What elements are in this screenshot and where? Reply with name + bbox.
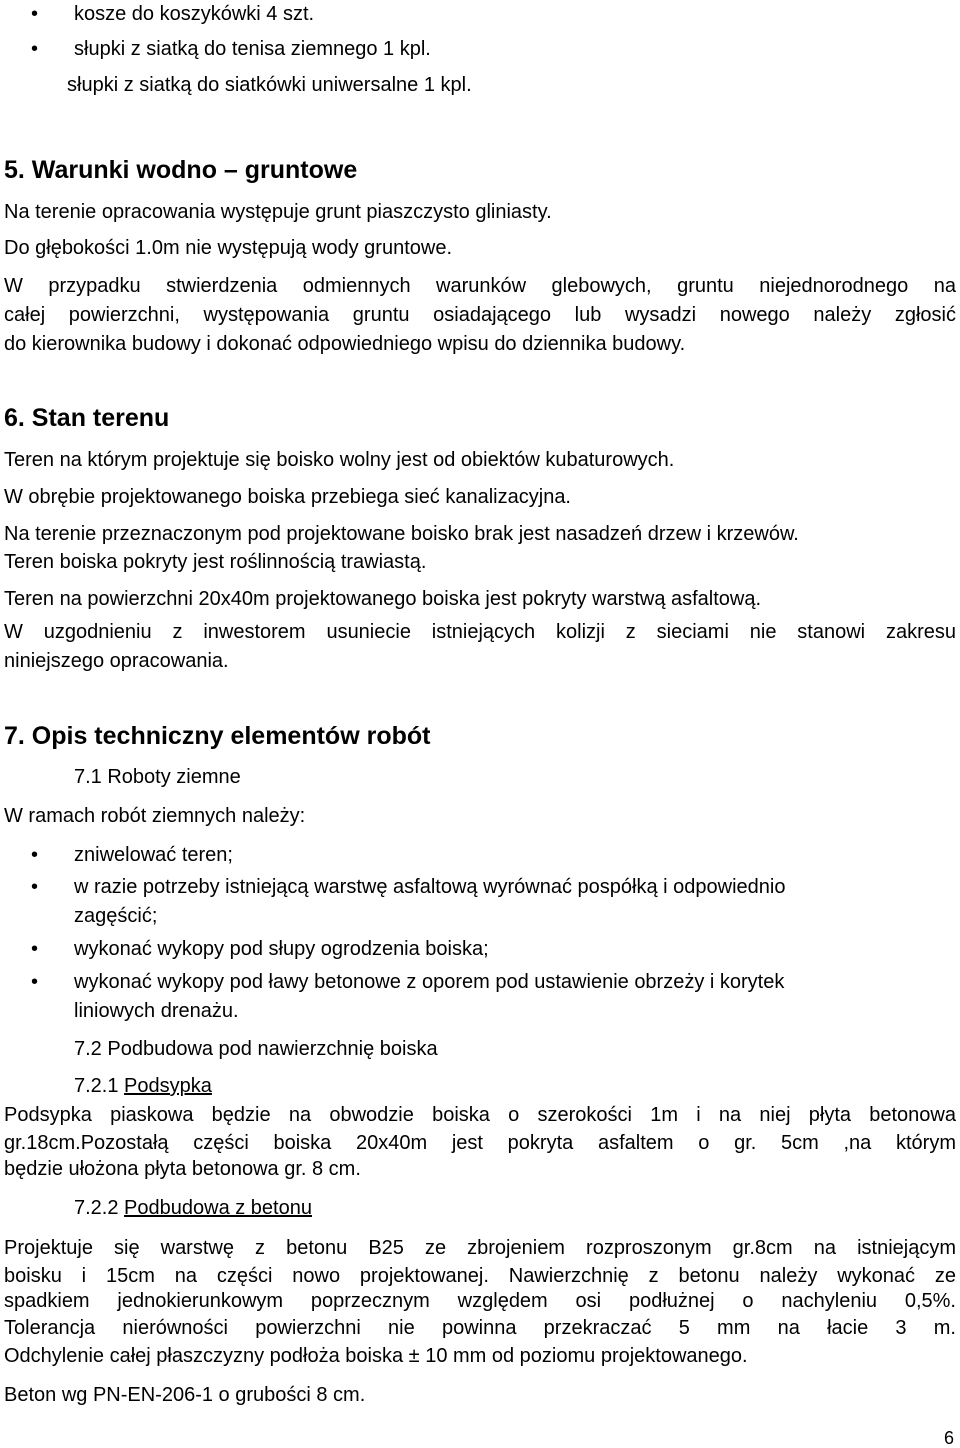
paragraph-line: do kierownika budowy i dokonać odpowiedniego wpisu do dziennika budowy. xyxy=(4,333,686,355)
paragraph-line: Odchylenie całej płaszczyzny podłoża boiska ± 10 mm od poziomu projektowanego. xyxy=(4,1345,748,1367)
subsection-heading xyxy=(74,1074,212,1098)
paragraph-line: Na terenie opracowania występuje grunt piaszczysto gliniasty. xyxy=(4,201,552,223)
paragraph-line: Tolerancja nierówności powierzchni nie powinna przekraczać 5 mm na łacie 3 m. xyxy=(4,1317,956,1339)
subsection-heading xyxy=(74,1196,312,1220)
paragraph-line: niniejszego opracowania. xyxy=(4,650,229,672)
paragraph-line: Teren boiska pokryty jest roślinnością trawiastą. xyxy=(4,551,427,573)
bullet-marker: • xyxy=(31,938,39,960)
list-item: liniowych drenażu. xyxy=(74,1000,239,1022)
page-number: 6 xyxy=(944,1428,955,1448)
list-item: wykonać wykopy pod ławy betonowe z oporem pod ustawienie obrzeży i korytek xyxy=(74,971,785,993)
paragraph-line: Beton wg PN-EN-206-1 o grubości 8 cm. xyxy=(4,1384,366,1406)
subsection-number: 7.2.1 xyxy=(74,1075,119,1097)
paragraph-line: Teren na powierzchni 20x40m projektowanego boiska jest pokryty warstwą asfaltową. xyxy=(4,588,762,610)
paragraph-line: boisku i 15cm na części nowo projektowanej. Nawierzchnię z betonu należy wykonać ze xyxy=(4,1265,956,1287)
bullet-marker: • xyxy=(31,38,39,60)
paragraph-line: Na terenie przeznaczonym pod projektowane boisko brak jest nasadzeń drzew i krzewów. xyxy=(4,523,799,545)
subsection-number: 7.2.2 xyxy=(74,1197,119,1219)
paragraph-line: W uzgodnieniu z inwestorem usuniecie istniejących kolizji z sieciami nie stanowi zakresu xyxy=(4,621,956,643)
list-item: słupki z siatką do siatkówki uniwersalne 1 kpl. xyxy=(67,74,472,96)
bullet-marker: • xyxy=(31,876,39,898)
list-item: zniwelować teren; xyxy=(74,844,233,866)
section-heading-7: 7. Opis techniczny elementów robót xyxy=(4,722,431,750)
paragraph-line: całej powierzchni, występowania gruntu osiadającego lub wysadzi nowego należy zgłosić xyxy=(4,304,956,326)
bullet-marker: • xyxy=(31,844,39,866)
subsection-heading: 7.2 Podbudowa pod nawierzchnię boiska xyxy=(74,1038,438,1060)
subsection-heading: 7.1 Roboty ziemne xyxy=(74,766,241,788)
subsection-title: Podsypka xyxy=(124,1075,212,1097)
list-item: w razie potrzeby istniejącą warstwę asfaltową wyrównać pospółką i odpowiednio xyxy=(74,876,786,898)
paragraph-line: spadkiem jednokierunkowym poprzecznym względem osi podłużnej o nachyleniu 0,5%. xyxy=(4,1290,956,1312)
paragraph-line: Projektuje się warstwę z betonu B25 ze zbrojeniem rozproszonym gr.8cm na istniejącym xyxy=(4,1237,956,1259)
section-heading-6: 6. Stan terenu xyxy=(4,404,170,432)
paragraph-line: Teren na którym projektuje się boisko wolny jest od obiektów kubaturowych. xyxy=(4,449,675,471)
list-item: kosze do koszykówki 4 szt. xyxy=(74,3,315,25)
section-heading-5: 5. Warunki wodno – gruntowe xyxy=(4,156,358,184)
bullet-marker: • xyxy=(31,3,39,25)
bullet-marker: • xyxy=(31,971,39,993)
list-item: wykonać wykopy pod słupy ogrodzenia boiska; xyxy=(74,938,489,960)
paragraph-line: Podsypka piaskowa będzie na obwodzie boiska o szerokości 1m i na niej płyta betonowa xyxy=(4,1104,956,1126)
list-item: słupki z siatką do tenisa ziemnego 1 kpl. xyxy=(74,38,431,60)
paragraph-line: Do głębokości 1.0m nie występują wody gruntowe. xyxy=(4,237,453,259)
paragraph-line: będzie ułożona płyta betonowa gr. 8 cm. xyxy=(4,1158,361,1180)
paragraph-line: W obrębie projektowanego boiska przebiega sieć kanalizacyjna. xyxy=(4,486,571,508)
paragraph-line: W ramach robót ziemnych należy: xyxy=(4,805,306,827)
paragraph-line: W przypadku stwierdzenia odmiennych warunków glebowych, gruntu niejednorodnego na xyxy=(4,275,956,297)
list-item: zagęścić; xyxy=(74,905,158,927)
paragraph-line: gr.18cm.Pozostałą części boiska 20x40m jest pokryta asfaltem o gr. 5cm ,na którym xyxy=(4,1132,956,1154)
subsection-title: Podbudowa z betonu xyxy=(124,1197,312,1219)
